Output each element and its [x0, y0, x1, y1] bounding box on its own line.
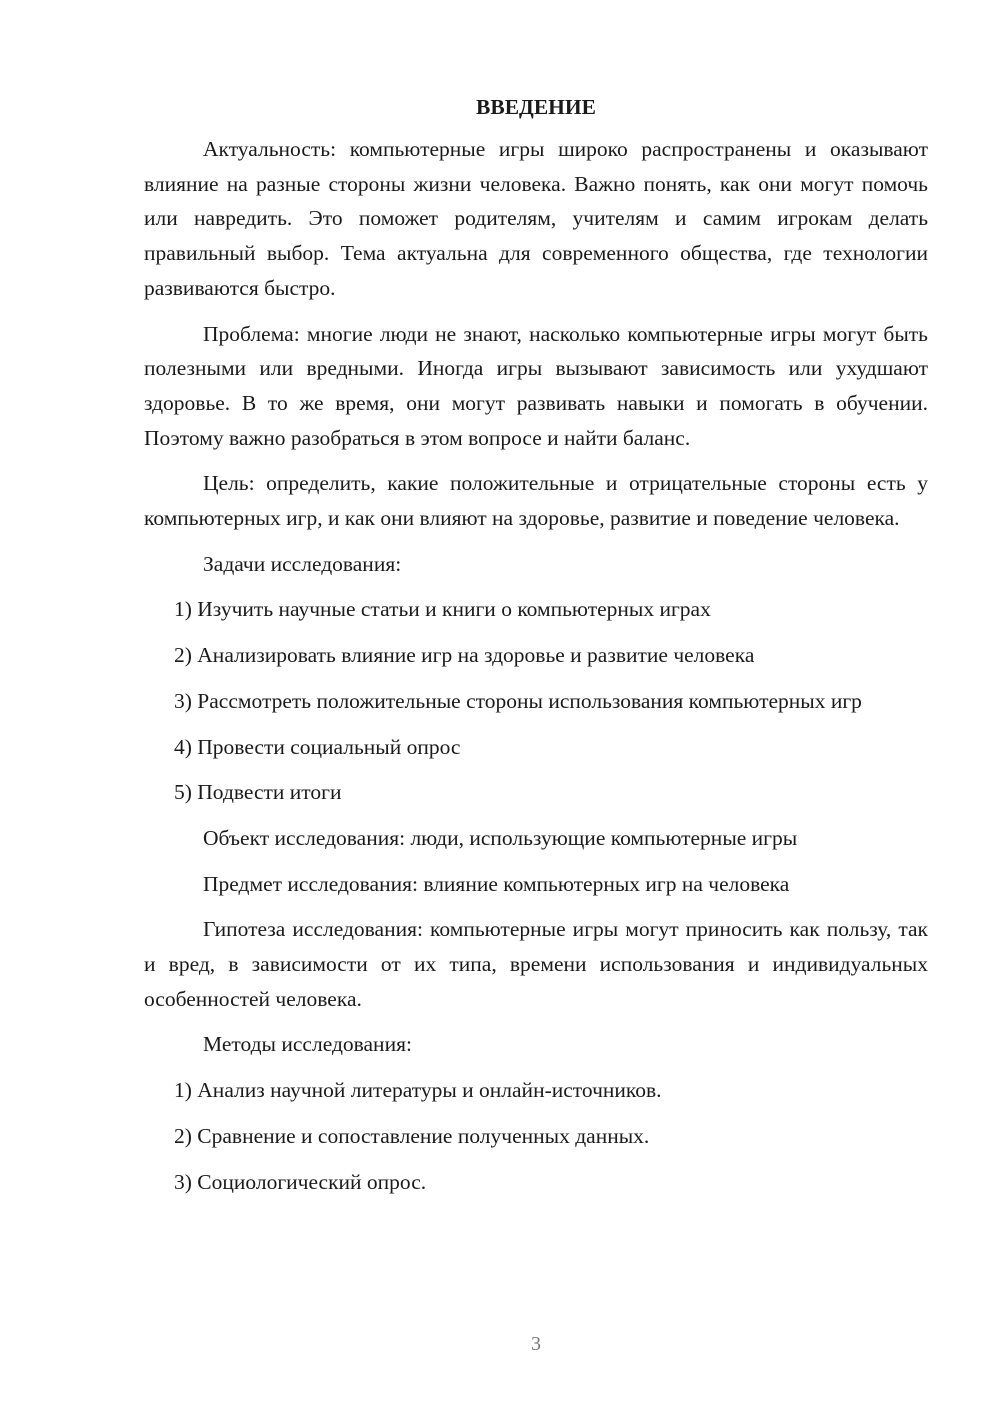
- section-title: ВВЕДЕНИЕ: [476, 95, 596, 119]
- subject-line: Предмет исследования: влияние компьютерных игр на человека: [203, 871, 790, 896]
- method-item: 1) Анализ научной литературы и онлайн-источников.: [174, 1078, 662, 1103]
- object-line: Объект исследования: люди, использующие компьютерные игры: [203, 825, 798, 850]
- task-item: 3) Рассмотреть положительные стороны использования компьютерных игр: [174, 688, 862, 713]
- relevance-paragraph: Актуальность: компьютерные игры широко распространены и оказывают влияние на разные стороны жизни человека. Важно понять, как они могут помочь или навредить. Это поможет родителям, учителям и самим игрокам делать правильный выбор. Тема актуальна для современного общества, где технологии развиваются быстро.: [144, 137, 928, 300]
- problem-paragraph: Проблема: многие люди не знают, насколько компьютерные игры могут быть полезными или вредными. Иногда игры вызывают зависимость или ухудшают здоровье. В то же время, они могут развивать навыки и помогать в обучении. Поэтому важно разобраться в этом вопросе и найти баланс.: [144, 321, 928, 450]
- task-item: 4) Провести социальный опрос: [174, 734, 461, 759]
- task-item: 5) Подвести итоги: [174, 780, 342, 805]
- goal-paragraph: Цель: определить, какие положительные и отрицательные стороны есть у компьютерных игр, и как они влияют на здоровье, развитие и поведение человека.: [144, 471, 928, 531]
- page-number: 3: [531, 1333, 541, 1355]
- task-item: 1) Изучить научные статьи и книги о компьютерных играх: [174, 597, 711, 622]
- method-item: 3) Социологический опрос.: [174, 1169, 427, 1194]
- document-page: [144, 90, 928, 1199]
- method-item: 2) Сравнение и сопоставление полученных данных.: [174, 1123, 650, 1148]
- methods-heading: Методы исследования:: [203, 1032, 412, 1057]
- task-item: 2) Анализировать влияние игр на здоровье и развитие человека: [174, 643, 755, 668]
- tasks-heading: Задачи исследования:: [203, 551, 402, 576]
- hypothesis-paragraph: Гипотеза исследования: компьютерные игры могут приносить как пользу, так и вред, в зависимости от их типа, времени использования и индивидуальных особенностей человека.: [144, 917, 928, 1011]
